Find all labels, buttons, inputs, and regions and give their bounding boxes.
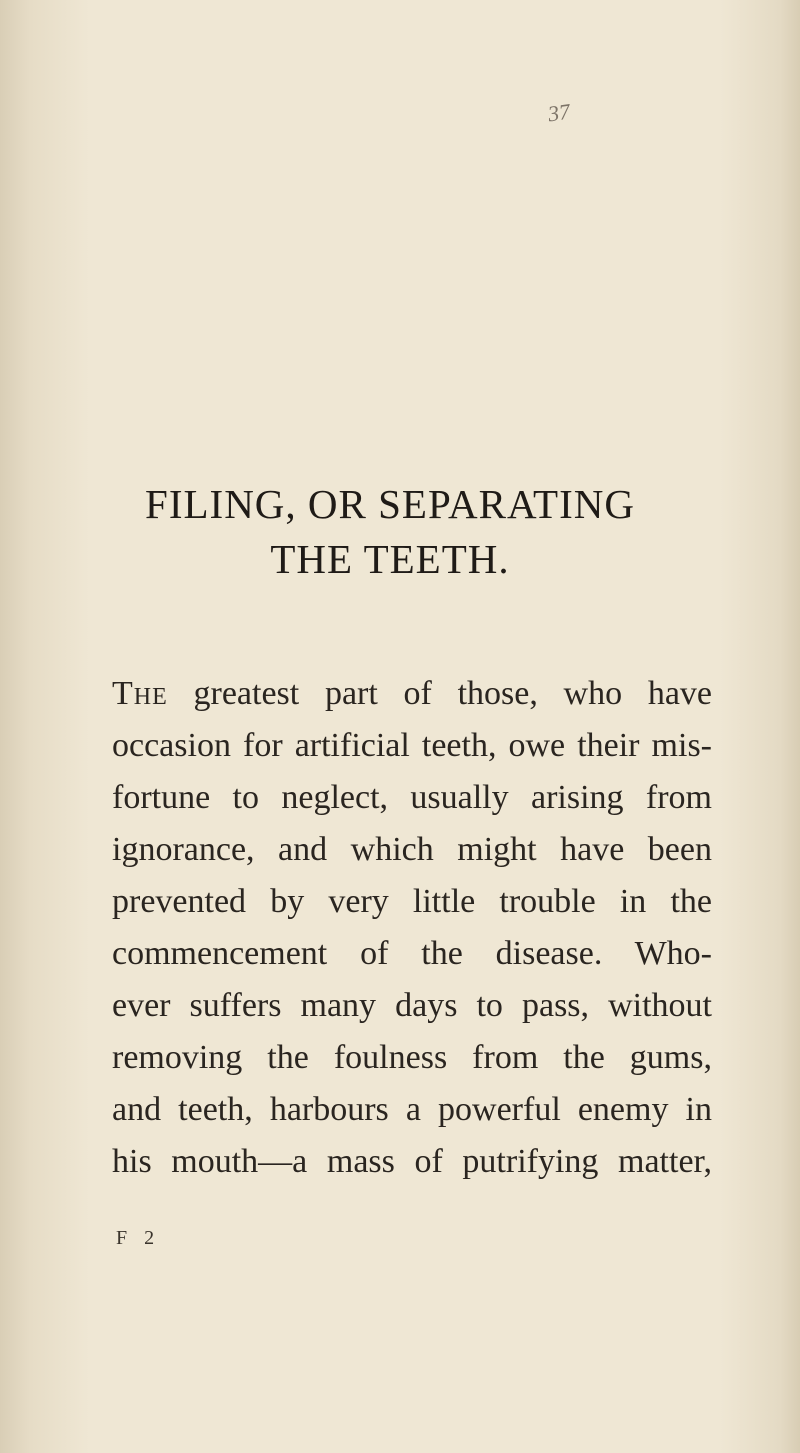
text-line: occasion for artificial teeth, owe their mis-	[112, 727, 712, 764]
text-line: prevented by very little trouble in the	[112, 883, 712, 920]
signature-mark: F 2	[116, 1227, 161, 1249]
text-line: commencement of the disease. Who-	[112, 935, 712, 972]
text-line: ever suffers many days to pass, without	[112, 987, 712, 1024]
text-line: his mouth—a mass of putrifying matter,	[112, 1143, 712, 1180]
chapter-heading-line-2: THE TEETH.	[270, 536, 510, 582]
body-paragraph	[112, 668, 712, 1188]
line-text: greatest part of those, who have	[193, 675, 713, 712]
opening-word: The	[112, 675, 168, 712]
text-line: fortune to neglect, usually arising from	[112, 779, 712, 816]
page-number: 37	[546, 98, 572, 127]
text-line: and teeth, harbours a powerful enemy in	[112, 1091, 712, 1128]
text-line: ignorance, and which might have been	[112, 831, 712, 868]
text-line	[112, 668, 712, 720]
chapter-heading-line-1: FILING, OR SEPARATING	[145, 481, 635, 527]
text-line: removing the foulness from the gums,	[112, 1039, 712, 1076]
